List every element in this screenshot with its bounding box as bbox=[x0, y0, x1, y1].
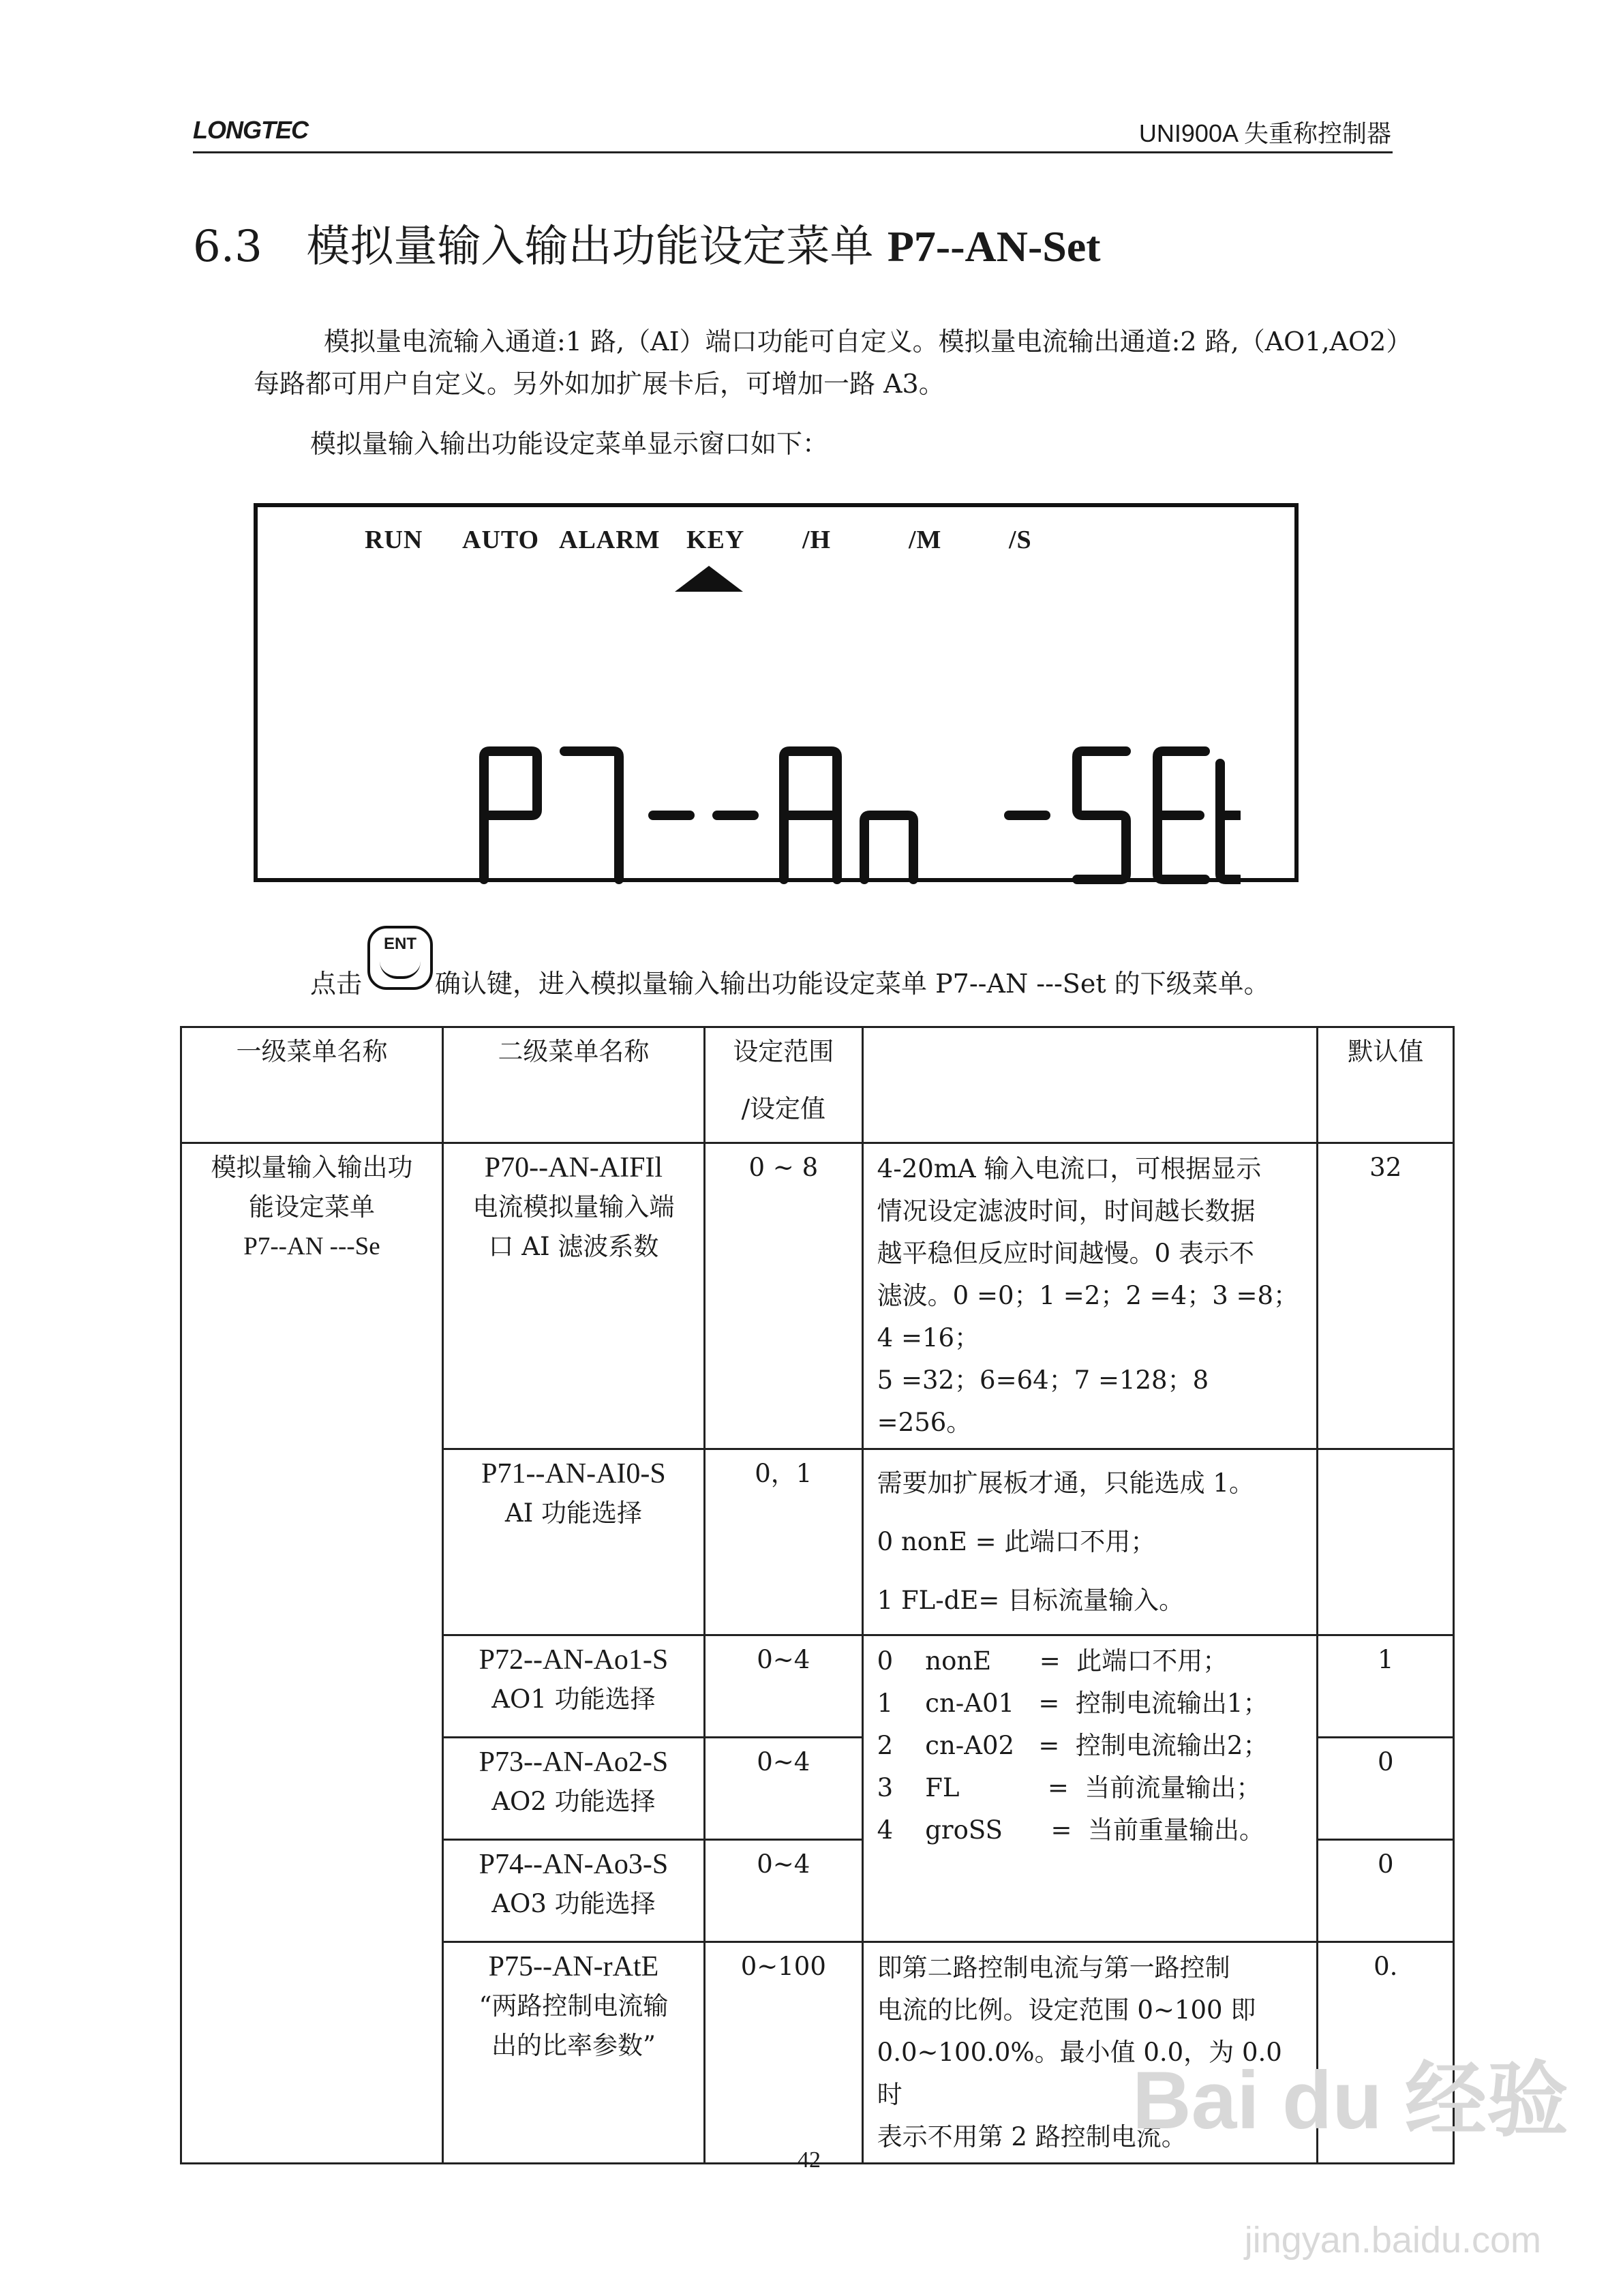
indicator-alarm: ALARM bbox=[559, 526, 661, 554]
indicator-hour: /H bbox=[802, 526, 832, 554]
ao-option: 1 cn-A01 = 控制电流输出1； bbox=[877, 1689, 1269, 1718]
lcd-segment-text bbox=[477, 743, 1241, 886]
intro-line-2: 每路都可用户自定义。另外如加扩展卡后，可增加一路 A3。 bbox=[254, 369, 945, 399]
description-cell bbox=[862, 1143, 1318, 1449]
level2-cell bbox=[442, 1449, 704, 1635]
ent-key-label: ENT bbox=[384, 935, 416, 953]
param-name-a: AI 功能选择 bbox=[504, 1498, 642, 1528]
indicator-run: RUN bbox=[365, 526, 423, 554]
range-cell: 0 ~ 8 bbox=[704, 1143, 862, 1449]
ao-option: 4 groSS = 当前重量输出。 bbox=[877, 1815, 1265, 1845]
desc-line: 1 FL-dE= 目标流量输入。 bbox=[877, 1586, 1185, 1615]
instruction-prefix: 点击 bbox=[310, 969, 363, 999]
description-cell bbox=[862, 1449, 1318, 1635]
range-cell: 0，1 bbox=[704, 1449, 862, 1635]
level2-cell bbox=[442, 1942, 704, 2164]
desc-line: 越平稳但反应时间越慢。0 表示不 bbox=[877, 1239, 1254, 1268]
instruction-text: 确认键，进入模拟量输入输出功能设定菜单 P7--AN ---Set 的下级菜单。 bbox=[435, 969, 1270, 999]
desc-line: 滤波。0 =0；1 =2；2 =4；3 =8；4 =16； bbox=[877, 1281, 1299, 1353]
ent-key-icon bbox=[367, 926, 433, 990]
section-title-code: P7--AN-Set bbox=[887, 222, 1101, 271]
ao-option: 0 nonE = 此端口不用； bbox=[877, 1646, 1228, 1676]
level1-line-1: 模拟量输入输出功 bbox=[211, 1153, 413, 1182]
default-cell: 0 bbox=[1318, 1738, 1454, 1840]
page-number: 42 bbox=[798, 2147, 821, 2173]
param-code: P75--AN-rAtE bbox=[488, 1951, 659, 1982]
intro-line-1: 模拟量电流输入通道:1 路,（AI）端口功能可自定义。模拟量电流输出通道:2 路,（AO1,AO2） bbox=[324, 327, 1412, 357]
param-code: P74--AN-Ao3-S bbox=[479, 1849, 669, 1880]
section-number: 6.3 bbox=[193, 222, 262, 272]
section-title-cn: 模拟量输入输出功能设定菜单 bbox=[306, 222, 874, 272]
param-code: P71--AN-AI0-S bbox=[481, 1458, 666, 1490]
ao-option: 2 cn-A02 = 控制电流输出2； bbox=[877, 1731, 1269, 1760]
desc-line: 0.0~100.0%。最小值 0.0，为 0.0 时 bbox=[877, 2038, 1282, 2109]
ao-option: 3 FL = 当前流量输出； bbox=[877, 1773, 1262, 1802]
range-cell: 0~4 bbox=[704, 1635, 862, 1738]
level1-line-3: P7--AN ---Se bbox=[243, 1233, 380, 1260]
section-title bbox=[193, 211, 1101, 274]
watermark-logo: Bai du 经验 bbox=[1132, 2055, 1568, 2146]
brand-logo-text: LONGTEC bbox=[193, 116, 308, 144]
document-title: UNI900A 失重称控制器 bbox=[1138, 119, 1391, 147]
param-name-a: AO2 功能选择 bbox=[491, 1787, 656, 1816]
param-name-a: AO3 功能选择 bbox=[491, 1889, 656, 1918]
header-range-b: /设定值 bbox=[741, 1094, 826, 1123]
default-cell: 32 bbox=[1318, 1143, 1454, 1449]
table-row bbox=[181, 1143, 1454, 1449]
level1-line-2: 能设定菜单 bbox=[248, 1192, 375, 1222]
indicator-second: /S bbox=[1009, 526, 1032, 554]
header-level2: 二级菜单名称 bbox=[442, 1027, 704, 1143]
level1-cell bbox=[181, 1143, 443, 2164]
desc-line: 0 nonE = 此端口不用； bbox=[877, 1527, 1156, 1556]
default-cell: 1 bbox=[1318, 1635, 1454, 1738]
table-header-row bbox=[181, 1027, 1454, 1143]
desc-line: 情况设定滤波时间，时间越长数据 bbox=[877, 1196, 1256, 1226]
intro-line-3: 模拟量输入输出功能设定菜单显示窗口如下： bbox=[310, 429, 829, 459]
header-default: 默认值 bbox=[1318, 1027, 1454, 1143]
desc-line: 电流的比例。设定范围 0~100 即 bbox=[877, 1995, 1256, 2025]
level2-cell bbox=[442, 1738, 704, 1840]
default-cell bbox=[1318, 1449, 1454, 1635]
header-level1: 一级菜单名称 bbox=[181, 1027, 443, 1143]
param-code: P70--AN-AIFIl bbox=[484, 1152, 663, 1183]
indicator-auto: AUTO bbox=[462, 526, 540, 554]
header-description bbox=[862, 1027, 1318, 1143]
level2-cell bbox=[442, 1840, 704, 1942]
desc-line: 需要加扩展板才通，只能选成 1。 bbox=[877, 1468, 1254, 1498]
default-cell: 0. bbox=[1318, 1942, 1454, 2164]
default-cell: 0 bbox=[1318, 1840, 1454, 1942]
param-name-a: 电流模拟量输入端 bbox=[472, 1192, 675, 1222]
header-divider bbox=[193, 151, 1393, 153]
desc-line: 5 =32；6=64；7 =128；8 =256。 bbox=[877, 1365, 1209, 1437]
indicator-minute: /M bbox=[909, 526, 942, 554]
param-name-b: 出的比率参数” bbox=[491, 2031, 656, 2060]
ao-options-cell bbox=[862, 1635, 1318, 1942]
range-cell: 0~4 bbox=[704, 1840, 862, 1942]
watermark-url: jingyan.baidu.com bbox=[1244, 2220, 1541, 2261]
param-name-b: 口 AI 滤波系数 bbox=[488, 1232, 659, 1261]
param-name-a: AO1 功能选择 bbox=[491, 1685, 656, 1714]
param-code: P73--AN-Ao2-S bbox=[479, 1747, 669, 1778]
header-range-a: 设定范围 bbox=[733, 1037, 834, 1066]
parameter-table bbox=[180, 1026, 1455, 2164]
desc-line: 表示不用第 2 路控制电流。 bbox=[877, 2122, 1187, 2151]
level2-cell bbox=[442, 1635, 704, 1738]
desc-line: 即第二路控制电流与第一路控制 bbox=[877, 1953, 1230, 1982]
range-cell: 0~4 bbox=[704, 1738, 862, 1840]
header-range bbox=[704, 1027, 862, 1143]
range-cell: 0~100 bbox=[704, 1942, 862, 2164]
desc-line: 4-20mA 输入电流口，可根据显示 bbox=[877, 1154, 1262, 1183]
indicator-key: KEY bbox=[686, 526, 745, 554]
param-code: P72--AN-Ao1-S bbox=[479, 1644, 669, 1676]
param-name-a: “两路控制电流输 bbox=[479, 1991, 669, 2021]
key-indicator-arrow-icon bbox=[675, 566, 743, 593]
level2-cell bbox=[442, 1143, 704, 1449]
